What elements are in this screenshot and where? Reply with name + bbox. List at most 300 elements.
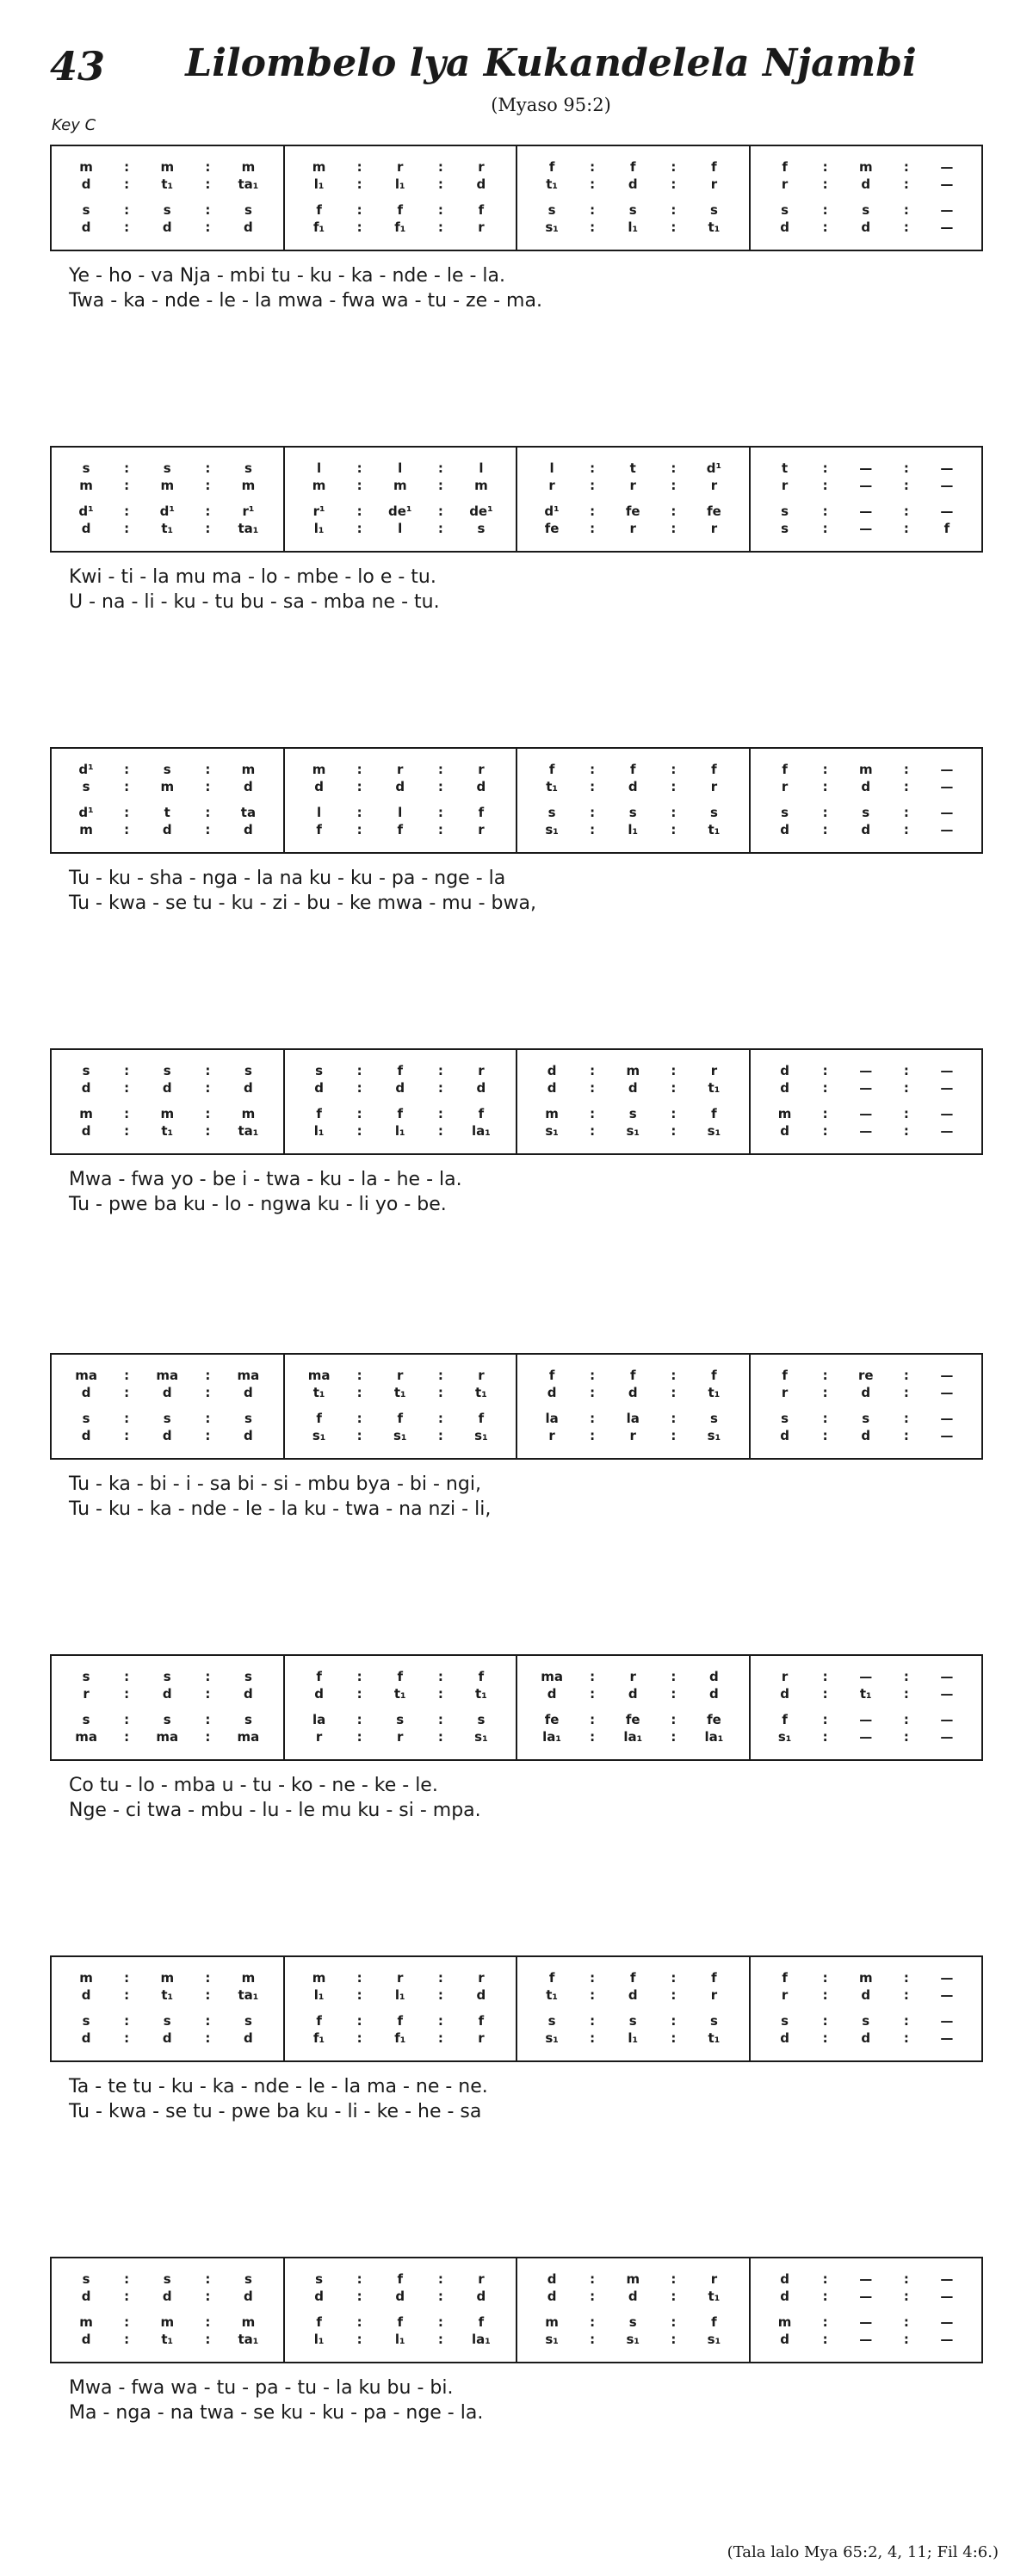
note: f	[478, 2314, 485, 2330]
note: r	[710, 478, 718, 493]
beat-separator: :	[437, 503, 443, 519]
note: r	[629, 1669, 636, 1684]
note: s	[244, 1712, 252, 1727]
voice-row	[285, 201, 516, 219]
beat-separator: :	[124, 1080, 130, 1096]
note: d	[162, 2030, 172, 2046]
voice-row	[751, 1728, 982, 1745]
note: —	[859, 1712, 873, 1727]
beat-separator: :	[356, 779, 362, 794]
beat-separator: :	[437, 2271, 443, 2287]
beat-separator: :	[356, 805, 362, 820]
voice-row	[52, 1122, 283, 1140]
voice-row	[751, 520, 982, 537]
tonic-solfa-staff	[50, 1048, 983, 1155]
note: —	[940, 2332, 954, 2347]
tonic-solfa-staff	[50, 2257, 983, 2363]
voice-row	[52, 1668, 283, 1685]
note: d	[314, 1686, 324, 1702]
note: m	[79, 159, 93, 175]
note: f	[478, 1106, 485, 1121]
note: d	[395, 2289, 405, 2304]
note: s	[547, 2013, 556, 2029]
note: fe	[707, 1712, 721, 1727]
note: s₁	[545, 2332, 559, 2347]
note: s	[244, 1063, 252, 1078]
note: s	[781, 805, 789, 820]
note: t₁	[546, 1987, 558, 2003]
note: fe	[625, 1712, 640, 1727]
note: r	[710, 1063, 718, 1078]
note: d	[162, 2289, 172, 2304]
note: r	[397, 1970, 404, 1986]
voice-row	[285, 1685, 516, 1702]
note: d	[244, 2289, 253, 2304]
note: r	[478, 822, 485, 837]
voice-row	[285, 1410, 516, 1427]
measure	[52, 749, 285, 852]
note: f	[548, 1970, 555, 1986]
note: s₁	[626, 1123, 640, 1139]
voice-row	[285, 1427, 516, 1444]
beat-separator: :	[903, 2314, 909, 2330]
tonic-solfa-staff	[50, 1955, 983, 2062]
note: m	[79, 1106, 93, 1121]
beat-separator: :	[205, 1063, 211, 1078]
voice-row	[751, 1668, 982, 1685]
measure	[52, 1355, 285, 1458]
beat-separator: :	[671, 219, 677, 235]
note: s	[163, 2271, 171, 2287]
voice-row	[52, 804, 283, 821]
note: —	[940, 1712, 954, 1727]
beat-separator: :	[822, 1428, 828, 1443]
beat-separator: :	[590, 2271, 596, 2287]
lyric-line: Tu - kwa - se tu - ku - zi - bu - ke mwa - mu - bwa,	[69, 893, 536, 914]
beat-separator: :	[205, 1712, 211, 1727]
note: t₁	[393, 1385, 406, 1400]
lyrics	[50, 263, 983, 313]
note: d¹	[78, 503, 94, 519]
note: s	[315, 1063, 324, 1078]
voice-row	[751, 2313, 982, 2331]
beat-separator: :	[356, 1669, 362, 1684]
voice-row	[52, 460, 283, 477]
beat-separator: :	[205, 521, 211, 536]
music-system	[50, 446, 983, 615]
note: —	[940, 822, 954, 837]
voice-row	[751, 1711, 982, 1728]
note: d	[81, 2332, 91, 2347]
note: t₁	[161, 2332, 174, 2347]
beat-separator: :	[437, 1080, 443, 1096]
note: d	[244, 1686, 253, 1702]
note: d¹	[159, 503, 175, 519]
note: f	[478, 2013, 485, 2029]
voice-row	[285, 1079, 516, 1096]
voice-row	[751, 219, 982, 236]
beat-separator: :	[437, 2030, 443, 2046]
measure	[517, 448, 751, 551]
beat-separator: :	[356, 460, 362, 476]
tonic-solfa-staff	[50, 1353, 983, 1460]
beat-separator: :	[205, 503, 211, 519]
footnote: (Tala lalo Mya 65:2, 4, 11; Fil 4:6.)	[727, 2543, 999, 2561]
music-system	[50, 1955, 983, 2124]
beat-separator: :	[822, 202, 828, 218]
lyrics	[50, 1472, 983, 1522]
beat-separator: :	[356, 1368, 362, 1383]
beat-separator: :	[671, 1428, 677, 1443]
beat-separator: :	[822, 2271, 828, 2287]
note: t₁	[393, 1686, 406, 1702]
note: ma	[237, 1368, 260, 1383]
beat-separator: :	[356, 2314, 362, 2330]
beat-separator: :	[822, 822, 828, 837]
note: de¹	[388, 503, 412, 519]
beat-separator: :	[903, 1080, 909, 1096]
voice-row	[517, 219, 749, 236]
note: d	[547, 2271, 557, 2287]
beat-separator: :	[903, 779, 909, 794]
beat-separator: :	[437, 1385, 443, 1400]
note: l₁	[313, 2332, 325, 2347]
voice-row	[517, 2313, 749, 2331]
note: s	[244, 2271, 252, 2287]
voice-row	[285, 1384, 516, 1401]
beat-separator: :	[590, 2289, 596, 2304]
beat-separator: :	[124, 822, 130, 837]
note: —	[859, 1080, 873, 1096]
note: m	[160, 1970, 175, 1986]
note: f	[711, 1368, 717, 1383]
measure	[285, 1355, 518, 1458]
beat-separator: :	[590, 1385, 596, 1400]
note: —	[859, 2271, 873, 2287]
beat-separator: :	[903, 822, 909, 837]
note: t₁	[546, 779, 558, 794]
voice-row	[52, 503, 283, 520]
beat-separator: :	[205, 1123, 211, 1139]
voice-row	[517, 201, 749, 219]
note: r	[781, 1385, 789, 1400]
voice-row	[517, 1969, 749, 1986]
note: t₁	[708, 2030, 721, 2046]
beat-separator: :	[903, 1106, 909, 1121]
beat-separator: :	[205, 1080, 211, 1096]
voice-row	[517, 1367, 749, 1384]
voice-row	[517, 158, 749, 176]
beat-separator: :	[903, 1669, 909, 1684]
note: r	[781, 779, 789, 794]
beat-separator: :	[671, 2289, 677, 2304]
beat-separator: :	[437, 2332, 443, 2347]
beat-separator: :	[124, 503, 130, 519]
note: —	[940, 1411, 954, 1426]
note: m	[858, 762, 873, 777]
note: d	[628, 1385, 638, 1400]
voice-row	[517, 503, 749, 520]
note: t₁	[161, 1123, 174, 1139]
note: l₁	[313, 1987, 325, 2003]
note: d	[476, 1987, 486, 2003]
note: f	[397, 822, 404, 837]
measure	[517, 2258, 751, 2362]
note: s	[163, 1063, 171, 1078]
beat-separator: :	[822, 1712, 828, 1727]
beat-separator: :	[671, 1106, 677, 1121]
voice-row	[52, 1711, 283, 1728]
beat-separator: :	[205, 1411, 211, 1426]
voice-row	[517, 821, 749, 838]
beat-separator: :	[124, 159, 130, 175]
note: d	[780, 2332, 789, 2347]
note: s₁	[545, 2030, 559, 2046]
note: d	[780, 2271, 789, 2287]
note: r	[397, 1368, 404, 1383]
beat-separator: :	[205, 1686, 211, 1702]
note: f	[316, 202, 322, 218]
note: d	[780, 1428, 789, 1443]
beat-separator: :	[590, 1123, 596, 1139]
note: f	[397, 1106, 404, 1121]
music-system	[50, 2257, 983, 2425]
voice-row	[285, 2012, 516, 2029]
note: r	[478, 159, 485, 175]
note: s	[244, 202, 252, 218]
voice-row	[285, 1668, 516, 1685]
note: s	[781, 202, 789, 218]
tonic-solfa-staff	[50, 1654, 983, 1761]
beat-separator: :	[205, 2314, 211, 2330]
note: s	[628, 1106, 637, 1121]
measure	[52, 2258, 285, 2362]
voice-row	[751, 176, 982, 193]
note: d	[395, 779, 405, 794]
note: l₁	[628, 219, 639, 235]
note: —	[859, 2314, 873, 2330]
lyrics	[50, 2375, 983, 2425]
note: m	[858, 159, 873, 175]
beat-separator: :	[671, 1970, 677, 1986]
beat-separator: :	[903, 1987, 909, 2003]
beat-separator: :	[822, 1106, 828, 1121]
note: fe	[707, 503, 721, 519]
note: d	[709, 1669, 719, 1684]
voice-row	[285, 1711, 516, 1728]
note: f	[316, 1669, 322, 1684]
beat-separator: :	[356, 1970, 362, 1986]
note: r	[710, 1987, 718, 2003]
note: m	[160, 2314, 175, 2330]
note: t	[782, 460, 789, 476]
voice-row	[751, 761, 982, 778]
note: s	[628, 2314, 637, 2330]
note: —	[940, 1970, 954, 1986]
beat-separator: :	[205, 460, 211, 476]
note: l	[398, 521, 403, 536]
note: s	[244, 460, 252, 476]
voice-row	[751, 2270, 982, 2288]
note: —	[940, 176, 954, 192]
beat-separator: :	[437, 822, 443, 837]
beat-separator: :	[124, 2289, 130, 2304]
note: —	[940, 1368, 954, 1383]
beat-separator: :	[205, 478, 211, 493]
lyric-line: Twa - ka - nde - le - la mwa - fwa wa - tu - ze - ma.	[69, 290, 542, 312]
beat-separator: :	[903, 503, 909, 519]
note: s	[709, 202, 718, 218]
note: ma	[75, 1368, 97, 1383]
beat-separator: :	[590, 159, 596, 175]
note: d	[476, 779, 486, 794]
note: r¹	[312, 503, 325, 519]
beat-separator: :	[205, 1669, 211, 1684]
voice-row	[751, 1122, 982, 1140]
voice-row	[751, 1079, 982, 1096]
voice-row	[52, 1079, 283, 1096]
beat-separator: :	[903, 2013, 909, 2029]
note: ma	[75, 1729, 97, 1745]
note: t	[164, 805, 170, 820]
key-signature: Key C	[52, 116, 96, 134]
lyric-line: Tu - ku - ka - nde - le - la ku - twa - na nzi - li,	[69, 1498, 492, 1520]
beat-separator: :	[205, 2030, 211, 2046]
beat-separator: :	[822, 159, 828, 175]
beat-separator: :	[437, 762, 443, 777]
lyric-line: Co tu - lo - mba u - tu - ko - ne - ke - le.	[69, 1775, 438, 1796]
beat-separator: :	[124, 460, 130, 476]
measure	[517, 1355, 751, 1458]
note: s	[547, 805, 556, 820]
beat-separator: :	[437, 1987, 443, 2003]
voice-row	[285, 804, 516, 821]
note: s₁	[393, 1428, 407, 1443]
beat-separator: :	[124, 2332, 130, 2347]
note: m	[312, 1970, 326, 1986]
lyrics	[50, 866, 983, 916]
note: f	[711, 1970, 717, 1986]
beat-separator: :	[205, 1368, 211, 1383]
note: d	[162, 219, 172, 235]
beat-separator: :	[437, 202, 443, 218]
beat-separator: :	[437, 159, 443, 175]
note: —	[940, 1729, 954, 1745]
beat-separator: :	[437, 521, 443, 536]
beat-separator: :	[590, 1712, 596, 1727]
lyric-line: Tu - ka - bi - i - sa bi - si - mbu bya - bi - ngi,	[69, 1473, 481, 1495]
beat-separator: :	[822, 2030, 828, 2046]
note: —	[940, 762, 954, 777]
beat-separator: :	[205, 219, 211, 235]
note: r	[478, 1063, 485, 1078]
beat-separator: :	[822, 1987, 828, 2003]
beat-separator: :	[124, 1411, 130, 1426]
note: —	[940, 805, 954, 820]
note: t₁	[312, 1385, 325, 1400]
voice-row	[751, 158, 982, 176]
note: ta₁	[238, 1123, 259, 1139]
beat-separator: :	[205, 2271, 211, 2287]
note: f	[548, 1368, 555, 1383]
beat-separator: :	[822, 1669, 828, 1684]
beat-separator: :	[437, 1063, 443, 1078]
note: ma	[541, 1669, 563, 1684]
lyric-line: Nge - ci twa - mbu - lu - le mu ku - si - mpa.	[69, 1800, 481, 1821]
note: d	[861, 2030, 871, 2046]
measure	[751, 1957, 982, 2060]
note: f	[478, 1669, 485, 1684]
voice-row	[52, 1685, 283, 1702]
beat-separator: :	[590, 2314, 596, 2330]
voice-row	[285, 1728, 516, 1745]
voice-row	[517, 2270, 749, 2288]
note: m	[241, 762, 256, 777]
beat-separator: :	[822, 2332, 828, 2347]
note: l₁	[394, 176, 405, 192]
note: —	[859, 1063, 873, 1078]
note: m	[160, 1106, 175, 1121]
voice-row	[751, 804, 982, 821]
note: r	[781, 176, 789, 192]
measure	[285, 1050, 518, 1153]
note: s	[709, 2013, 718, 2029]
note: d¹	[544, 503, 560, 519]
tonic-solfa-staff	[50, 446, 983, 553]
note: d	[81, 1080, 91, 1096]
note: d	[476, 2289, 486, 2304]
note: s	[82, 1669, 90, 1684]
beat-separator: :	[356, 2013, 362, 2029]
note: s	[781, 521, 789, 536]
beat-separator: :	[124, 1686, 130, 1702]
beat-separator: :	[437, 1669, 443, 1684]
note: f₁	[394, 2030, 406, 2046]
voice-row	[285, 2270, 516, 2288]
beat-separator: :	[356, 762, 362, 777]
voice-row	[52, 2313, 283, 2331]
hymn-subtitle: (Myaso 95:2)	[491, 95, 611, 115]
note: t	[629, 460, 636, 476]
measure	[751, 1656, 982, 1759]
note: f	[397, 2314, 404, 2330]
note: f	[629, 762, 636, 777]
note: la₁	[542, 1729, 561, 1745]
note: s	[82, 202, 90, 218]
voice-row	[517, 1079, 749, 1096]
note: m	[241, 159, 256, 175]
beat-separator: :	[590, 2013, 596, 2029]
beat-separator: :	[671, 478, 677, 493]
voice-row	[285, 176, 516, 193]
beat-separator: :	[590, 1063, 596, 1078]
beat-separator: :	[671, 159, 677, 175]
beat-separator: :	[437, 176, 443, 192]
note: —	[859, 460, 873, 476]
note: m	[160, 159, 175, 175]
note: —	[940, 2030, 954, 2046]
note: t₁	[161, 176, 174, 192]
note: d	[162, 1428, 172, 1443]
note: f₁	[313, 219, 325, 235]
voice-row	[517, 1062, 749, 1079]
voice-row	[517, 1668, 749, 1685]
note: f	[548, 159, 555, 175]
voice-row	[517, 1711, 749, 1728]
lyric-line: Ma - nga - na twa - se ku - ku - pa - nge - la.	[69, 2402, 484, 2424]
note: r	[710, 176, 718, 192]
note: f	[316, 2314, 322, 2330]
